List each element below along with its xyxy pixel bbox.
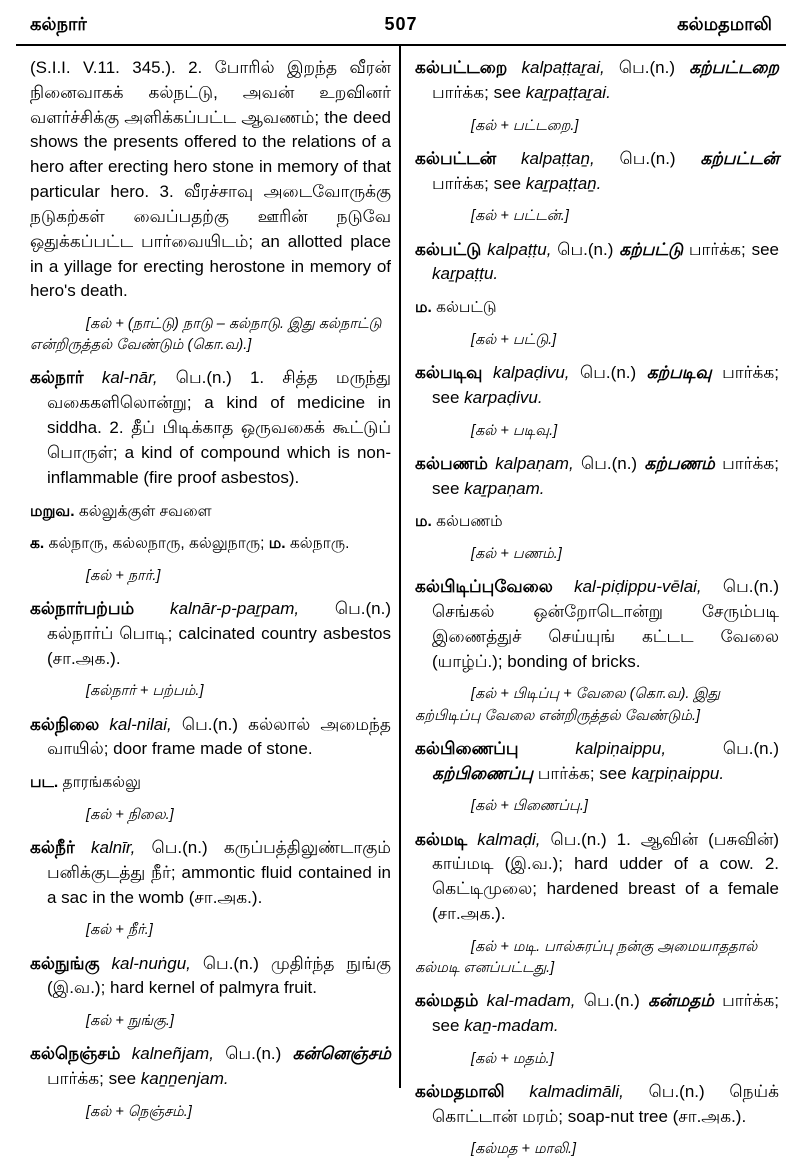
etymology <box>415 937 779 979</box>
etymology-text: [கல் + படிவு.] <box>471 422 558 439</box>
note-text: கல்பணம் <box>436 513 503 531</box>
definition-text: பெ.(n.) <box>580 453 645 473</box>
transliteration: kalneñjam, <box>131 1044 226 1064</box>
transliteration: kal-nuṅgu, <box>111 953 203 973</box>
definition-text: பெ.(n.) <box>619 148 701 168</box>
header-rule <box>16 44 786 46</box>
transliteration: kaṟpaṭṭaṟai. <box>525 82 611 102</box>
definition-text: பார்க்க; see <box>432 991 780 1035</box>
cross-reference-tamil: கன்னெஞ்சம் <box>292 1044 391 1064</box>
definition-text: பார்க்க; see <box>432 453 779 498</box>
usage-note <box>415 511 779 534</box>
transliteration: kaṉ-madam. <box>464 1015 559 1035</box>
usage-note <box>415 297 779 320</box>
dictionary-entry <box>30 713 391 763</box>
etymology-text: [கல்நார் + பற்பம்.] <box>86 683 204 700</box>
dictionary-entry <box>30 1042 391 1092</box>
dictionary-entry <box>415 828 779 927</box>
etymology <box>415 116 779 137</box>
dictionary-entry <box>30 366 391 490</box>
definition-text: பெ.(n.) கல்லால் அமைந்த வாயில்; door frame made of stone. <box>47 714 391 759</box>
dictionary-entry <box>415 452 779 502</box>
dictionary-entry <box>415 361 779 411</box>
etymology <box>30 1011 391 1032</box>
definition-text: பெ.(n.) 1. ஆவின் (பசுவின்) காய்மடி (இ.வ.); hard udder of a cow. 2. கெட்டிமுலை; hardened breast of a female (சா.அக.). <box>432 829 780 923</box>
transliteration: kalpaṭṭaṉ, <box>520 148 620 168</box>
definition-text: பெ.(n.) <box>583 991 649 1011</box>
transliteration: kal-nār, <box>101 368 176 388</box>
headword: கல்பிடிப்புவேலை <box>415 577 575 597</box>
etymology-text: [கல் + பட்டன்.] <box>471 208 569 225</box>
definition-text: பெ.(n.) <box>557 239 620 259</box>
transliteration: kaṉṉenjam. <box>140 1069 229 1089</box>
etymology-text: [கல் + பிடிப்பு + வேலை (கொ.வ). இது கற்பிடிப்பு வேலை என்றிருத்தல் வேண்டும்.] <box>415 686 721 724</box>
definition-text: பெ.(n.) 1. சித்த மருந்து வகைகளிலொன்று; a kind of medicine in siddha. 2. தீப் பிடிக்காத ஒருவகைக் கூட்டுப் பொருள்; a kind of compound which is non-inflammable (fire proof asbestos). <box>47 368 391 487</box>
dictionary-entry <box>30 597 391 671</box>
transliteration: kaṟpaṭṭu. <box>432 264 499 284</box>
cross-reference-tamil: கன்மதம் <box>648 991 723 1011</box>
etymology <box>415 1139 779 1160</box>
headword: கல்நார்பற்பம் <box>30 598 170 618</box>
definition-text: பார்க்க; see <box>432 82 526 102</box>
note-text: கல்லுக்குள் சவளை <box>78 502 212 520</box>
headword: கல்மதமாலி <box>415 1081 530 1101</box>
transliteration: kalpaḍivu, <box>492 362 581 382</box>
headword: கல்பட்டன் <box>415 148 521 168</box>
guide-word-left: கல்நார் <box>30 14 87 34</box>
definition-text: பெ.(n.) நெய்க் கொட்டான் மரம்; soap-nut tree (சா.அக.). <box>432 1081 780 1126</box>
transliteration: kalmadimāli, <box>529 1081 649 1101</box>
etymology-text: [கல் + நுங்கு.] <box>86 1013 174 1030</box>
etymology <box>415 330 779 351</box>
dictionary-entry <box>415 238 779 288</box>
usage-note <box>30 772 391 795</box>
etymology <box>415 1049 779 1070</box>
continuation-paragraph <box>30 56 391 304</box>
transliteration: kaṟpiṇaippu. <box>631 763 725 783</box>
etymology-text: [கல் + நீர்.] <box>86 922 153 939</box>
page-number: 507 <box>384 14 418 34</box>
definition-text: பெ.(n.) கருப்பத்திலுண்டாகும் பனிக்குடத்து நீர்; ammontic fluid contained in a sac in the womb (சா.அக.). <box>47 837 391 907</box>
definition-text: பெ.(n.) கல்நார்ப் பொடி; calcinated country asbestos (சா.அக.). <box>47 598 391 668</box>
column-divider <box>399 46 401 1088</box>
guide-word-right: கல்மதமாலி <box>677 14 772 34</box>
language-abbrev: ம. <box>415 299 437 317</box>
etymology-text: [கல் + பிணைப்பு.] <box>471 798 588 815</box>
language-abbrev: க. <box>30 535 49 553</box>
etymology <box>415 796 779 817</box>
etymology <box>415 544 779 565</box>
transliteration: kal-nilai, <box>109 714 182 734</box>
transliteration: karpaḍivu. <box>464 387 543 407</box>
page-header <box>30 14 772 40</box>
headword: கல்பணம் <box>415 453 496 473</box>
etymology-text: [கல் + மதம்.] <box>471 1050 554 1067</box>
etymology <box>30 566 391 587</box>
usage-note <box>30 533 391 556</box>
etymology-text: [கல் + பட்டு.] <box>471 331 557 348</box>
definition-text: பெ.(n.) <box>722 738 779 758</box>
definition-text: பெ.(n.) <box>580 362 647 382</box>
transliteration: kalpaṭṭaṟai, <box>521 58 619 77</box>
headword: கல்நீர் <box>30 837 91 857</box>
etymology <box>415 421 779 442</box>
cross-reference-tamil: கற்பட்டு <box>619 239 689 259</box>
headword: கல்நார் <box>30 368 102 388</box>
dictionary-entry <box>415 147 779 197</box>
usage-note <box>30 501 391 524</box>
etymology <box>30 681 391 702</box>
headword: கல்பட்டு <box>415 239 488 259</box>
headword: கல்மதம் <box>415 991 487 1011</box>
cross-reference-tamil: கற்பட்டறை <box>689 58 780 77</box>
transliteration: kalmaḍi, <box>477 829 551 849</box>
dictionary-entry <box>30 836 391 910</box>
headword: கல்படிவு <box>415 362 493 382</box>
transliteration: kalnār-p-paṟpam, <box>169 598 335 618</box>
note-text: கல்நாரு. <box>289 535 350 553</box>
language-abbrev: ம. <box>415 513 437 531</box>
headword: கல்பட்டறை <box>415 58 522 77</box>
left-column <box>30 56 391 1133</box>
etymology <box>415 684 779 726</box>
definition-text: பார்க்க; see <box>47 1069 141 1089</box>
headword: கல்மடி <box>415 829 478 849</box>
cross-reference-tamil: கற்பட்டன் <box>700 148 780 168</box>
dictionary-entry <box>415 1080 779 1130</box>
dictionary-entry <box>30 952 391 1002</box>
cross-reference-tamil: கற்படிவு <box>646 362 723 382</box>
definition-text: பார்க்க; see <box>432 173 526 193</box>
etymology <box>30 805 391 826</box>
cross-reference-tamil: கற்பிணைப்பு <box>432 763 538 783</box>
etymology-text: [கல் + நார்.] <box>86 567 161 584</box>
transliteration: kalpiṇaippu, <box>575 738 723 758</box>
etymology <box>415 206 779 227</box>
language-abbrev: ம. <box>268 535 290 553</box>
etymology-text: [கல் + நிலை.] <box>86 806 174 823</box>
definition-text: பார்க்க; see <box>537 763 632 783</box>
definition-text: பார்க்க; see <box>688 239 779 259</box>
headword: கல்நிலை <box>30 714 110 734</box>
headword: கல்நுங்கு <box>30 953 112 973</box>
transliteration: kal-piḍippu-vēlai, <box>574 577 723 597</box>
transliteration: kaṟpaṇam. <box>464 478 545 498</box>
definition-text: பெ.(n.) <box>225 1044 293 1064</box>
etymology <box>30 920 391 941</box>
definition-text: பெ.(n.) முதிர்ந்த நுங்கு (இ.வ.); hard kernel of palmyra fruit. <box>47 953 391 998</box>
language-abbrev: மறுவ. <box>30 502 79 520</box>
etymology-text: [கல் + (நாட்டு) நாடு – கல்நாடு. இது கல்நாட்டு என்றிருத்தல் வேண்டும் (கொ.வ).] <box>30 316 382 354</box>
transliteration: kaṟpaṭṭaṉ. <box>525 173 602 193</box>
note-text: தாரங்கல்லு <box>62 774 142 792</box>
etymology-text: [கல்மத + மாலி.] <box>471 1141 577 1158</box>
headword: கல்நெஞ்சம் <box>30 1044 132 1064</box>
etymology-text: [கல் + மடி. பால்சுரப்பு நன்கு அமையாததால் கல்மடி எனப்பட்டது.] <box>415 938 758 976</box>
etymology-text: [கல் + பட்டறை.] <box>471 117 579 134</box>
definition-text: பெ.(n.) <box>618 58 690 77</box>
transliteration: kalnīr, <box>90 837 152 857</box>
transliteration: kalpaṭṭu, <box>487 239 558 259</box>
etymology-text: [கல் + பணம்.] <box>471 546 562 562</box>
language-abbrev: பட. <box>30 774 63 792</box>
definition-text: பார்க்க; see <box>432 362 779 407</box>
dictionary-entry <box>415 989 779 1039</box>
right-column <box>415 56 779 1171</box>
transliteration: kal-madam, <box>486 991 584 1011</box>
definition-text: (S.I.I. V.11. 345.). 2. போரில் இறந்த வீரன் நினைவாகக் கல்நட்டு, அவன் உறவினர் வளர்ச்சிக்கு அளிக்கப்பட்ட ஆவணம்; the deed shows the presents offered to the relations of a hero after erecting hero stone in memory of that particular hero. 3. வீரச்சாவு அடைவோருக்கு நடுகற்கள் வைப்பதற்கு ஊரின் நடுவே ஒதுக்கப்பட்ட பார்வையிடம்; an allotted place in a yillage for erecting herostone in memory of hero's death. <box>30 58 391 301</box>
etymology <box>30 1102 391 1123</box>
note-text: கல்நாரு, கல்லநாரு, கல்லுநாரு; <box>48 535 269 553</box>
definition-text: பெ.(n.) செங்கல் ஒன்றோடொன்று சேரும்படி இணைத்துச் செய்யுங் கட்டட வேலை (யாழ்ப்.); bonding of bricks. <box>432 577 779 671</box>
transliteration: kalpaṇam, <box>495 453 581 473</box>
dictionary-entry <box>415 737 779 787</box>
etymology <box>30 314 391 356</box>
dictionary-entry <box>415 56 779 106</box>
note-text: கல்பட்டு <box>436 299 497 317</box>
headword: கல்பிணைப்பு <box>415 738 576 758</box>
cross-reference-tamil: கற்பணம் <box>644 453 723 473</box>
dictionary-entry <box>415 575 779 674</box>
etymology-text: [கல் + நெஞ்சம்.] <box>86 1103 192 1120</box>
